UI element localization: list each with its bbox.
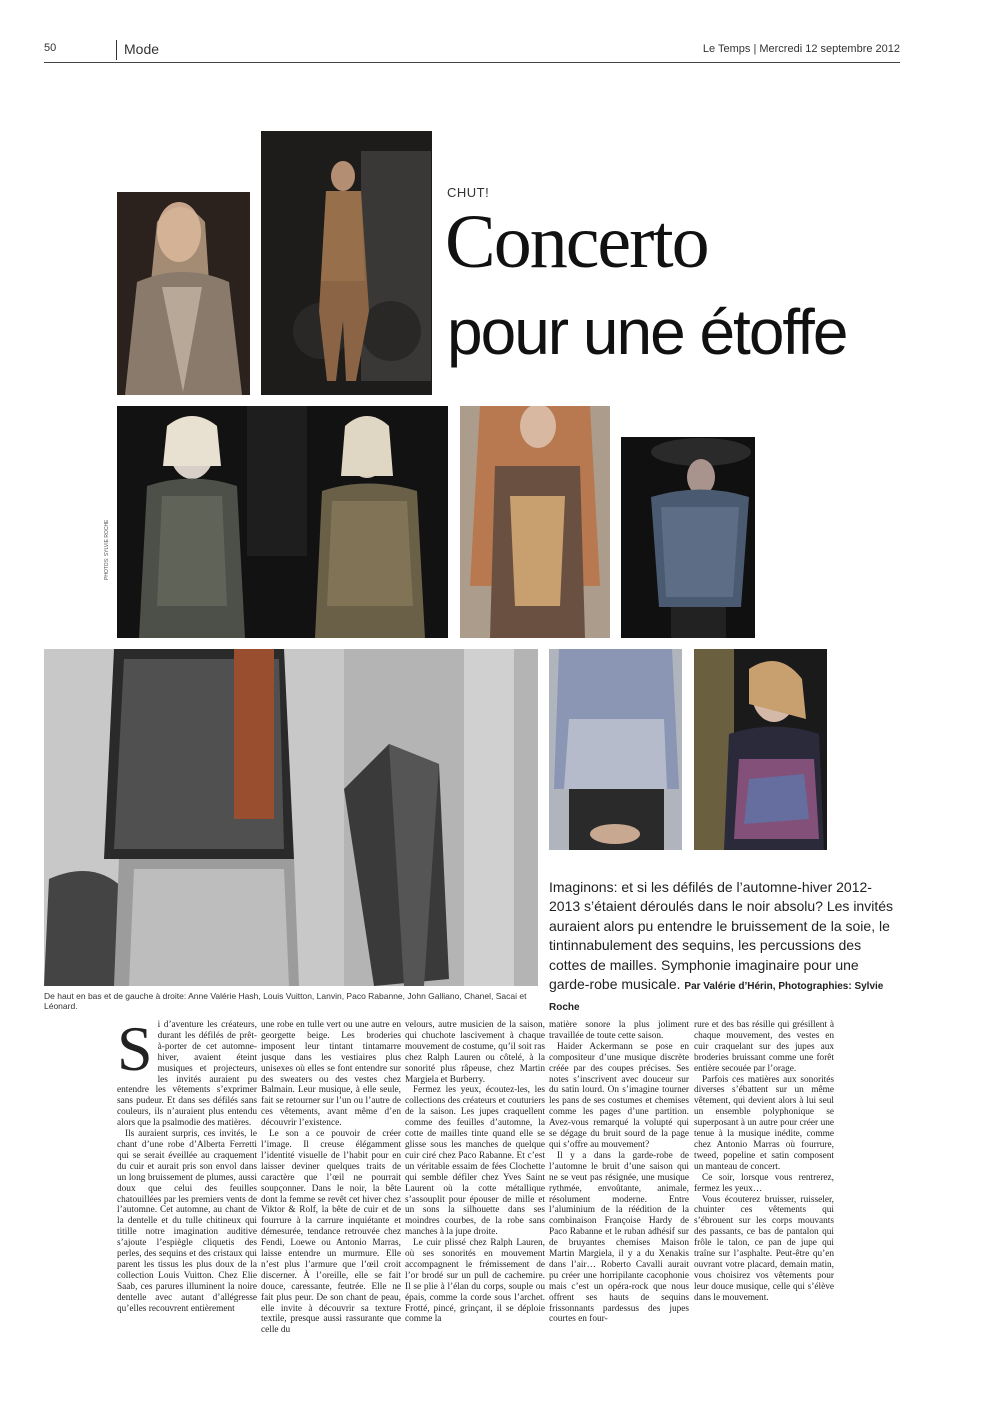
article-paragraph: matière sonore la plus joliment travaillée de toute cette saison. bbox=[549, 1020, 689, 1041]
header-divider bbox=[116, 40, 117, 60]
photo-anne-valerie-hash bbox=[117, 192, 250, 395]
article-column-2 bbox=[261, 1020, 401, 1336]
byline: Par Valérie d’Hérin, Photographies: Sylvie Roche bbox=[549, 981, 884, 1014]
article-column-3 bbox=[405, 1020, 545, 1325]
photo-caption: De haut en bas et de gauche à droite: Anne Valérie Hash, Louis Vuitton, Lanvin, Paco Rabanne, John Galliano, Chanel, Sacai et Léonard. bbox=[44, 991, 527, 1011]
article-paragraph: rure et des bas résille qui grésillent à chaque mouvement, des vestes en cuir craquelant sur des jupes aux broderies bruissant comme une forêt entière secouée par l’orage. bbox=[694, 1020, 834, 1074]
page-number: 50 bbox=[44, 42, 57, 54]
photo-leonard bbox=[694, 649, 827, 850]
section-name: Mode bbox=[124, 41, 160, 57]
article-paragraph: velours, autre musicien de la saison, qui chuchote lascivement à chaque mouvement de costume, qu’il soit ras chez Ralph Lauren ou côtelé, à la sonorité plus râpeuse, chez Martin Margiela et Burberry. bbox=[405, 1020, 545, 1085]
photo-chanel bbox=[44, 649, 538, 986]
lede-paragraph bbox=[549, 878, 899, 1018]
photo-louis-vuitton bbox=[261, 131, 432, 395]
article-paragraph: Le son a ce pouvoir de créer l’image. Il creuse élégamment l’identité visuelle de l’habit pour en laisser deviner quelques traits de caractère que l’œil ne pourrait soupçonner. Dans le noir, la bête dont la femme se revêt cet hiver chez Viktor & Rolf, la bête de cuir et de fourrure à la carrure inquiétante et démesurée, tendance retrouvée chez Fendi, Loewe ou Antonio Marras, laisse entendre un murmure. Elle n’est plus l’armure que l’œil croit discerner. À l’oreille, elle se fait douce, caressante, feutrée. Elle ne fait plus peur. De son chant de peau, elle invite à découvrir sa texture textile, presque aussi rassurante que celle du bbox=[261, 1129, 401, 1336]
photo-credit: PHOTOS: SYLVIE ROCHE bbox=[104, 519, 110, 580]
headline-kicker: CHUT! bbox=[447, 185, 490, 200]
headline-title-line2: pour une étoffe bbox=[447, 296, 847, 368]
lede-text: Imaginons: et si les défilés de l’automne-hiver 2012-2013 s’étaient déroulés dans le noir absolu? Les invités auraient alors pu entendre le bruissement de la soie, le tintinnabulement des sequins, les percussions des cottes de mailles. Symphonie imaginaire pour une garde-robe musicale. bbox=[549, 879, 894, 993]
photo-john-galliano bbox=[621, 437, 755, 638]
article-paragraph: Vous écouterez bruisser, ruisseler, chuinter ces vêtements qui s’ébrouent sur les corps mouvants des passants, ce bas de pantalon qui frôle le talon, ce pan de jupe qui traîne sur l’asphalte. Peut-être qu’en ouvrant votre placard, demain matin, vous choisirez vos vêtements pour leur douce musique, celle qui s’élève dans le mouvement. bbox=[694, 1194, 834, 1303]
article-column-1 bbox=[117, 1013, 257, 1314]
article-paragraph: une robe en tulle vert ou une autre en georgette beige. Les broderies imposent leur tintant tintamarre jusque dans les vestiaires plus unisexes où elles se font entendre sur des sweaters ou des vestes chez Balmain. Leur musique, à elle seule, fait se retourner sur l’un ou l’autre de ces vêtements, avant même d’en découvrir l’existence. bbox=[261, 1020, 401, 1129]
article-paragraph bbox=[117, 1013, 257, 1129]
article-column-5 bbox=[694, 1020, 834, 1304]
drop-cap: S bbox=[117, 1013, 153, 1084]
photo-sacai bbox=[549, 649, 682, 850]
photo-lanvin bbox=[117, 406, 448, 638]
photo-paco-rabanne bbox=[460, 406, 610, 638]
article-paragraph: Fermez les yeux, écoutez-les, les collections des créateurs et couturiers de la saison. Les jupes craquellent comme des feuilles d’automne, la cotte de mailles tinte quand elle se glisse sous les manches de quelque cuir ciré chez Paco Rabanne. Et c’est un véritable essaim de fées Clochette qui semble défiler chez Yves Saint Laurent où la cotte métallique s’assouplit pour épouser de mille et un sons la silhouette dans ses moindres courbes, de la robe sans manches à la jupe droite. bbox=[405, 1085, 545, 1238]
article-paragraph: Il y a dans la garde-robe de l’automne le bruit d’une saison qui ne se veut pas résignée, une musique rythmée, envoûtante, animale, résolument moderne. Entre l’aluminium de la réédition de la combinaison Françoise Hardy de Paco Rabanne et le ruban adhésif sur de bruyantes chemises Maison Martin Margiela, il y a du Xenakis dans l’air… Roberto Cavalli aurait pu créer une horripilante cacophonie mais c’est un opéra-rock que nous offrent ses hauts de sequins frissonnants pardessus des jupes courtes en four- bbox=[549, 1150, 689, 1325]
article-column-4 bbox=[549, 1020, 689, 1325]
paragraph-text: i d’aventure les créateurs, durant les défilés de prêt-à-porter de cet automne-hiver, avaient éteint musiques et projecteurs, les invités auraient pu entendre les vêtements s’exprimer sans pudeur. Et dans ses défilés sans couleurs, ils n’auraient plus entendu alors que la psalmodie des matières. bbox=[117, 1020, 257, 1129]
page-header bbox=[44, 38, 900, 63]
article-paragraph: Parfois ces matières aux sonorités diverses s’ébattent sur un même vêtement, qui devient alors à lui seul un ensemble polyphonique se superposant à un autre pour créer une tenue à la musique inédite, comme chez Antonio Marras où fourrure, tweed, popeline et satin composent un manteau de concert. bbox=[694, 1074, 834, 1172]
article-paragraph: Ils auraient surpris, ces invités, le chant d’une robe d’Alberta Ferretti qui se serait éveillée au craquement du cuir et aurait pris son envol dans un long bruissement de plumes, aussi doux que celui des feuilles chatouillées par les premiers vents de l’automne. Cet automne, au chant de la dentelle et du tulle chitineux qui titille notre imagination auditive s’ajoute l’espiègle cliquetis des perles, des sequins et des cristaux qui parent les tissus les plus doux de la collection Louis Vuitton. Chez Elie Saab, ces parures illuminent la noire dentelle avec autant d’allégresse qu’elles recouvrent entièrement bbox=[117, 1129, 257, 1314]
article-paragraph: Le cuir plissé chez Ralph Lauren, où ses sonorités en mouvement accompagnent le frémissement de l’or brodé sur un pull de cachemire. Il se plie à l’élan du corps, souple ou épais, comme la corde sous l’archet. Frotté, pincé, grinçant, il se déploie comme la bbox=[405, 1238, 545, 1325]
article-paragraph: Ce soir, lorsque vous rentrerez, fermez les yeux… bbox=[694, 1172, 834, 1194]
headline-title-line1: Concerto bbox=[445, 200, 708, 284]
article-paragraph: Haider Ackermann se pose en compositeur d’une musique discrète créée par des coupes précises. Ses notes s’inscrivent avec douceur sur du satin lourd. On s’imagine tourner les pans de ses costumes et chemises comme les pages d’une partition. Avez-vous remarqué la volupté qui se dégage du bruit sourd de la page qui s’offre au mouvement? bbox=[549, 1041, 689, 1150]
publication-date: Le Temps | Mercredi 12 septembre 2012 bbox=[702, 43, 900, 55]
